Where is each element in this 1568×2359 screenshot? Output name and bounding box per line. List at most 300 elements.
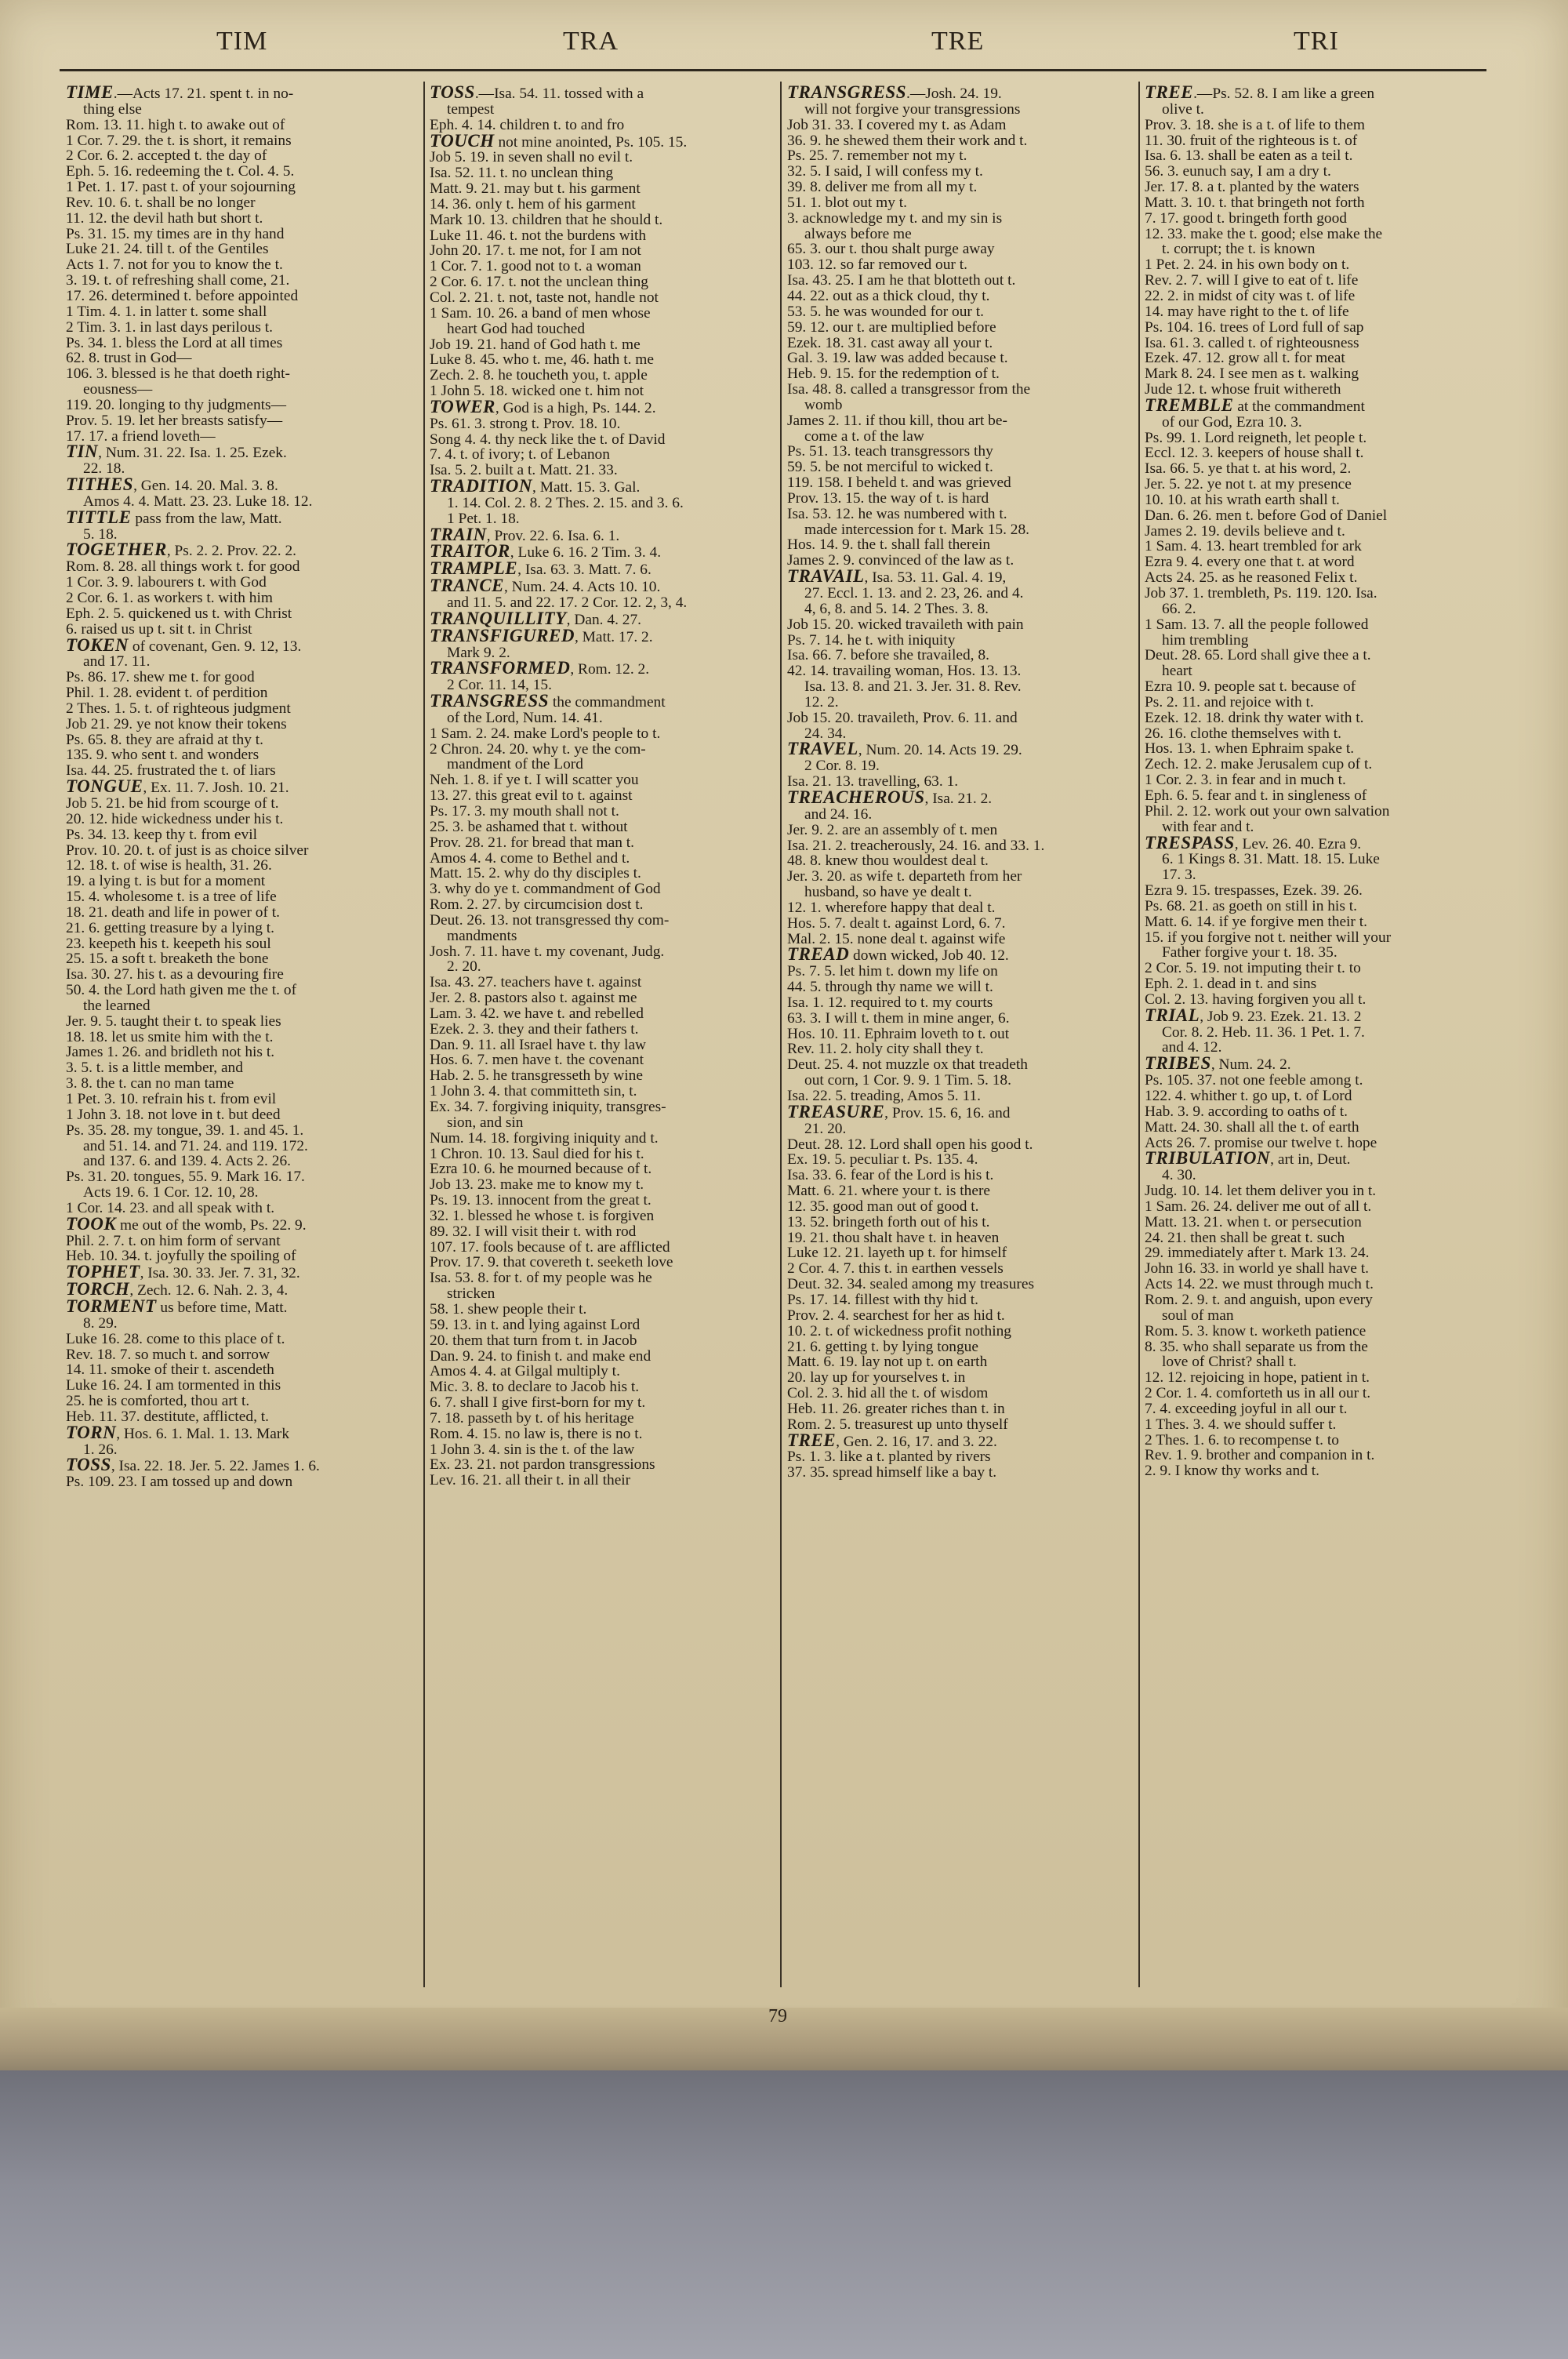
entry-line: 32. 1. blessed he whose t. is forgiven <box>430 1208 655 1224</box>
entry-line: Num. 14. 18. forgiving iniquity and t. <box>430 1130 659 1147</box>
entry-text: , Isa. 30. 33. Jer. 7. 31, 32. <box>140 1265 300 1282</box>
entry-line: Hos. 14. 9. the t. shall fall therein <box>787 537 991 554</box>
headword: TRAITOR <box>430 543 510 562</box>
entry-line: 50. 4. the Lord hath given me the t. of <box>66 983 297 998</box>
entry-line: Ezra 9. 15. trespasses, Ezek. 39. 26. <box>1145 883 1363 899</box>
entry-line: Acts 14. 22. we must through much t. <box>1145 1277 1374 1292</box>
entry-line: Ps. 34. 13. keep thy t. from evil <box>66 827 257 843</box>
entry-text: us before time, Matt. <box>156 1299 288 1316</box>
entry-line: Ps. 2. 11. and rejoice with t. <box>1145 694 1314 711</box>
entry-line: 8. 35. who shall separate us from the <box>1145 1339 1368 1355</box>
entry-line <box>787 790 1134 807</box>
entry-text: , Num. 31. 22. Isa. 1. 25. Ezek. <box>98 445 287 462</box>
entry-line: love of Christ? shall t. <box>1162 1354 1297 1371</box>
entry-line: 122. 4. whither t. go up, t. of Lord <box>1145 1089 1352 1104</box>
entry-line: 2 Tim. 3. 1. in last days perilous t. <box>66 319 273 336</box>
entry-line: 37. 35. spread himself like a bay t. <box>787 1465 997 1481</box>
entry-line <box>66 1299 419 1316</box>
entry-line: Ex. 19. 5. peculiar t. Ps. 135. 4. <box>787 1152 978 1169</box>
entry-line: James 2. 19. devils believe and t. <box>1145 523 1345 540</box>
entry-line: 59. 13. in t. and lying against Lord <box>430 1317 641 1333</box>
headword: TRADITION <box>430 478 533 496</box>
entry-text: .—Josh. 24. 19. <box>906 85 1002 102</box>
entry-line: Luke 21. 24. till t. of the Gentiles <box>66 242 269 258</box>
entry-line: 2 Chron. 24. 20. why t. ye the com- <box>430 741 646 758</box>
entry-line: 53. 5. he was wounded for our t. <box>787 304 984 320</box>
headword: TRANSGRESS <box>787 85 907 102</box>
entry-line: Acts 26. 7. promise our twelve t. hope <box>1145 1135 1377 1151</box>
entry-line: womb <box>804 397 843 413</box>
entry-text: , Isa. 22. 18. Jer. 5. 22. James 1. 6. <box>111 1458 320 1475</box>
entry-line: Col. 2. 3. hid all the t. of wisdom <box>787 1386 989 1401</box>
entry-line: out corn, 1 Cor. 9. 9. 1 Tim. 5. 18. <box>804 1073 1011 1089</box>
entry-text: , art in, Deut. <box>1270 1151 1351 1169</box>
entry-line: 106. 3. blessed is he that doeth right- <box>66 366 290 383</box>
entry-line: 65. 3. our t. thou shalt purge away <box>787 242 995 258</box>
entry-text: , Dan. 4. 27. <box>566 611 641 628</box>
entry-line: Matt. 9. 21. may but t. his garment <box>430 181 641 197</box>
entry-line: Isa. 53. 12. he was numbered with t. <box>787 506 1007 522</box>
entry-line: Rom. 2. 9. t. and anguish, upon every <box>1145 1292 1373 1308</box>
entry-line: Ezra 10. 9. people sat t. because of <box>1145 679 1356 695</box>
entry-line: 48. 8. knew thou wouldest deal t. <box>787 853 989 870</box>
entry-line: 7. 17. good t. bringeth forth good <box>1145 210 1347 227</box>
entry-line: come a t. of the law <box>804 428 924 445</box>
entry-line: Judg. 10. 14. let them deliver you in t. <box>1145 1183 1377 1199</box>
headword: TRAMPLE <box>430 561 518 579</box>
entry-line: Isa. 43. 27. teachers have t. against <box>430 975 642 991</box>
column-3 <box>787 85 1134 1998</box>
entry-line: Rom. 13. 11. high t. to awake out of <box>66 117 285 133</box>
entry-line: Hos. 13. 1. when Ephraim spake t. <box>1145 741 1355 758</box>
entry-line: Ps. 61. 3. strong t. Prov. 18. 10. <box>430 416 621 432</box>
entry-line: mandments <box>447 928 517 944</box>
entry-line: Jude 12. t. whose fruit withereth <box>1145 382 1341 398</box>
entry-line: Jer. 2. 8. pastors also t. against me <box>430 990 637 1006</box>
entry-line <box>430 543 776 561</box>
entry-line: 2 Cor. 4. 7. this t. in earthen vessels <box>787 1261 1004 1278</box>
entry-line <box>430 527 776 544</box>
entry-line: James 2. 9. convinced of the law as t. <box>787 553 1014 569</box>
entry-line: and 11. 5. and 22. 17. 2 Cor. 12. 2, 3, 4. <box>447 595 688 611</box>
entry-text: down wicked, Job 40. 12. <box>849 947 1009 965</box>
headword: TRAVAIL <box>787 569 865 586</box>
entry-line: 1 Cor. 2. 3. in fear and in much t. <box>1145 772 1346 788</box>
entry-line: Rev. 2. 7. will I give to eat of t. life <box>1145 273 1359 289</box>
entry-line: Heb. 11. 26. greater riches than t. in <box>787 1401 1005 1417</box>
entry-line: Jer. 9. 2. are an assembly of t. men <box>787 822 998 838</box>
entry-line: 1 John 3. 18. not love in t. but deed <box>66 1107 281 1123</box>
entry-line: 1 Pet. 1. 18. <box>447 511 520 527</box>
entry-line: Mark 9. 2. <box>447 645 510 661</box>
entry-line: 1 Cor. 7. 29. the t. is short, it remains <box>66 133 292 149</box>
entry-line: 15. if you forgive not t. neither will your <box>1145 929 1392 946</box>
headword: TREAD <box>787 947 850 965</box>
entry-line: Rev. 18. 7. so much t. and sorrow <box>66 1347 270 1363</box>
headword: TREASURE <box>787 1103 885 1121</box>
entry-line: 3. 5. t. is a little member, and <box>66 1060 243 1077</box>
entry-line: Ex. 34. 7. forgiving iniquity, transgres- <box>430 1100 666 1115</box>
entry-line: Isa. 33. 6. fear of the Lord is his t. <box>787 1168 994 1184</box>
entry-line <box>430 611 776 628</box>
entry-line: 10. 2. t. of wickedness profit nothing <box>787 1323 1011 1339</box>
entry-line: Amos 4. 4. at Gilgal multiply t. <box>430 1364 620 1380</box>
entry-line: Mal. 2. 15. none deal t. against wife <box>787 931 1006 947</box>
entry-text: , Gen. 14. 20. Mal. 3. 8. <box>133 478 278 494</box>
entry-line: Prov. 2. 4. searchest for her as hid t. <box>787 1307 1005 1324</box>
entry-line: 5. 18. <box>83 526 118 543</box>
headword: TRANSFIGURED <box>430 627 575 645</box>
entry-line: Neh. 1. 8. if ye t. I will scatter you <box>430 772 639 789</box>
entry-line <box>430 85 776 102</box>
column-divider <box>1138 82 1140 1987</box>
entry-line <box>66 542 419 559</box>
entry-line: Matt. 6. 19. lay not up t. on earth <box>787 1354 988 1371</box>
entry-line: Rev. 10. 6. t. shall be no longer <box>66 194 256 211</box>
entry-line: 12. 18. t. of wise is health, 31. 26. <box>66 858 272 874</box>
headword: TRESPASS <box>1145 834 1235 852</box>
entry-line: Isa. 21. 2. treacherously, 24. 16. and 33. 1. <box>787 838 1045 854</box>
entry-line: Song 4. 4. thy neck like the t. of David <box>430 431 666 448</box>
entry-line: 119. 20. longing to thy judgments— <box>66 397 286 413</box>
entry-line: 2 Thes. 1. 5. t. of righteous judgment <box>66 700 291 717</box>
running-head-left: TIM <box>216 27 268 56</box>
entry-line: Job 37. 1. trembleth, Ps. 119. 120. Isa. <box>1145 586 1377 602</box>
entry-line <box>430 578 776 595</box>
entry-line: Job 21. 29. ye not know their tokens <box>66 716 287 732</box>
entry-line: 2 Cor. 6. 2. accepted t. the day of <box>66 148 267 165</box>
headword: TRAIN <box>430 526 487 544</box>
entry-line: Ps. 7. 5. let him t. down my life on <box>787 964 998 980</box>
entry-line: Eph. 4. 14. children t. to and fro <box>430 117 625 133</box>
entry-line: 36. 9. he shewed them their work and t. <box>787 133 1028 149</box>
entry-line: 1 Pet. 1. 17. past t. of your sojourning <box>66 180 296 195</box>
entry-line: Isa. 66. 5. ye that t. at his word, 2. <box>1145 461 1352 478</box>
entry-text: the commandment <box>549 694 666 711</box>
entry-line: James 1. 26. and bridleth not his t. <box>66 1045 275 1061</box>
headword: TOWER <box>430 398 495 416</box>
entry-line: 62. 8. trust in God— <box>66 351 192 367</box>
entry-line: Dan. 9. 24. to finish t. and make end <box>430 1348 652 1365</box>
headword: TREE <box>787 1432 837 1450</box>
headword: TRIBES <box>1145 1056 1211 1074</box>
entry-line: Ps. 25. 7. remember not my t. <box>787 148 967 165</box>
entry-line: 2 Cor. 6. 17. t. not the unclean thing <box>430 274 648 290</box>
headword: TOGETHER <box>66 542 167 560</box>
entry-line: 1 Chron. 10. 13. Saul died for his t. <box>430 1146 644 1162</box>
entry-line: 10. 10. at his wrath earth shall t. <box>1145 492 1340 508</box>
entry-line <box>787 741 1134 758</box>
headword: TORCH <box>66 1281 130 1299</box>
entry-line <box>430 399 776 416</box>
entry-line: Rom. 8. 28. all things work t. for good <box>66 559 300 576</box>
entry-line: him trembling <box>1162 632 1249 649</box>
entry-line: 1 Pet. 3. 10. refrain his t. from evil <box>66 1092 277 1107</box>
entry-line: 11. 30. fruit of the righteous is t. of <box>1145 133 1358 149</box>
headword: TRAVEL <box>787 741 858 759</box>
entry-line: Matt. 6. 14. if ye forgive men their t. <box>1145 914 1367 930</box>
entry-text: .—Isa. 54. 11. tossed with a <box>474 85 644 102</box>
entry-line: Isa. 21. 13. travelling, 63. 1. <box>787 774 959 790</box>
entry-text: not mine anointed, Ps. 105. 15. <box>494 133 688 151</box>
entry-line: Ezek. 47. 12. grow all t. for meat <box>1145 351 1345 367</box>
entry-line: Luke 8. 45. who t. me, 46. hath t. me <box>430 352 654 369</box>
headword: TREMBLE <box>1145 397 1234 415</box>
entry-line <box>66 1457 419 1474</box>
entry-line <box>430 133 776 151</box>
entry-line: Heb. 9. 15. for the redemption of t. <box>787 366 1000 383</box>
entry-line: Job 5. 21. be hid from scourge of t. <box>66 795 279 812</box>
entry-line: Ezra 9. 4. every one that t. at word <box>1145 554 1355 571</box>
entry-line <box>66 779 419 796</box>
entry-line: Jer. 3. 20. as wife t. departeth from her <box>787 869 1022 885</box>
entry-line: Zech. 2. 8. he toucheth you, t. apple <box>430 368 648 384</box>
headword: TRIBULATION <box>1145 1150 1271 1169</box>
entry-line: 119. 158. I beheld t. and was grieved <box>787 475 1011 491</box>
entry-line: 1 Thes. 3. 4. we should suffer t. <box>1145 1416 1337 1433</box>
column-1 <box>66 85 419 1998</box>
entry-line: 1 Sam. 26. 24. deliver me out of all t. <box>1145 1198 1372 1215</box>
table-surface <box>0 2070 1568 2359</box>
entry-line: 21. 20. <box>804 1121 847 1137</box>
entry-line <box>430 628 776 645</box>
entry-line: Isa. 53. 8. for t. of my people was he <box>430 1270 652 1287</box>
entry-line <box>66 1281 419 1299</box>
entry-line: Isa. 30. 27. his t. as a devouring fire <box>66 967 284 983</box>
entry-line: 58. 1. shew people their t. <box>430 1301 587 1318</box>
entry-text: , Num. 24. 4. Acts 10. 10. <box>504 579 661 595</box>
entry-line: Ezek. 2. 3. they and their fathers t. <box>430 1021 639 1038</box>
entry-line: Isa. 61. 3. called t. of righteousness <box>1145 335 1359 351</box>
entry-line: 1 Cor. 7. 1. good not to t. a woman <box>430 259 641 275</box>
entry-line: 4. 30. <box>1162 1168 1196 1184</box>
entry-text: , Ps. 2. 2. Prov. 22. 2. <box>166 543 297 560</box>
entry-line: 7. 4. exceeding joyful in all our t. <box>1145 1401 1348 1417</box>
entry-line: Deut. 25. 4. not muzzle ox that treadeth <box>787 1057 1028 1074</box>
entry-line: 21. 6. getting treasure by a lying t. <box>66 920 275 936</box>
entry-line <box>787 1433 1134 1450</box>
entry-line: 18. 18. let us smite him with the t. <box>66 1029 274 1045</box>
entry-line: Mark 8. 24. I see men as t. walking <box>1145 366 1359 383</box>
entry-line <box>430 693 776 711</box>
entry-line: Ezek. 12. 18. drink thy water with t. <box>1145 710 1364 726</box>
entry-line: Matt. 6. 21. where your t. is there <box>787 1183 991 1199</box>
headword: TREE <box>1145 85 1194 102</box>
entry-line: Heb. 10. 34. t. joyfully the spoiling of <box>66 1249 296 1265</box>
entry-line: 1 Sam. 10. 26. a band of men whose <box>430 305 651 322</box>
entry-line <box>1145 85 1491 102</box>
entry-line: Col. 2. 13. having forgiven you all t. <box>1145 991 1367 1008</box>
entry-text: , Ex. 11. 7. Josh. 10. 21. <box>143 780 289 796</box>
entry-line <box>66 1264 419 1281</box>
entry-line: 39. 8. deliver me from all my t. <box>787 180 978 195</box>
entry-text: , Prov. 15. 6, 16. and <box>884 1104 1011 1121</box>
entry-line: 25. he is comforted, thou art t. <box>66 1394 250 1409</box>
entry-line: 24. 21. then shall be great t. such <box>1145 1230 1345 1246</box>
entry-line: 21. 6. getting t. by lying tongue <box>787 1339 978 1355</box>
entry-line: 23. keepeth his t. keepeth his soul <box>66 936 271 952</box>
entry-line <box>1145 835 1491 852</box>
entry-line: Heb. 11. 37. destitute, afflicted, t. <box>66 1408 270 1425</box>
entry-line: 19. 21. thou shalt have t. in heaven <box>787 1230 1000 1246</box>
entry-line: 51. 1. blot out my t. <box>787 194 907 211</box>
entry-line: Deut. 32. 34. sealed among my treasures <box>787 1277 1035 1292</box>
entry-text: .—Acts 17. 21. spent t. in no- <box>113 85 294 102</box>
entry-line: John 16. 33. in world ye shall have t. <box>1145 1261 1369 1278</box>
running-head-mid-left: TRA <box>563 27 619 56</box>
entry-line: Rev. 1. 9. brother and companion in t. <box>1145 1448 1375 1464</box>
entry-line: 3. 19. t. of refreshing shall come, 21. <box>66 273 290 289</box>
entry-line: Ps. 99. 1. Lord reigneth, let people t. <box>1145 430 1367 446</box>
entry-line: Ps. 105. 37. not one feeble among t. <box>1145 1073 1363 1089</box>
entry-line: 20. 12. hide wickedness under his t. <box>66 811 284 827</box>
entry-line: soul of man <box>1162 1307 1234 1324</box>
entry-line: Jer. 5. 22. ye not t. at my presence <box>1145 477 1352 493</box>
headword: TRANSFORMED <box>430 660 571 678</box>
entry-line <box>430 660 776 678</box>
entry-line: 32. 5. I said, I will confess my t. <box>787 164 983 180</box>
entry-line: 25. 15. a soft t. breaketh the bone <box>66 951 269 968</box>
entry-text: , Prov. 22. 6. Isa. 6. 1. <box>486 527 620 544</box>
headword: TREACHEROUS <box>787 789 925 807</box>
entry-line: Prov. 3. 18. she is a t. of life to them <box>1145 117 1365 133</box>
headword: TORMENT <box>66 1298 157 1316</box>
entry-line: always before me <box>804 226 912 242</box>
entry-line: Matt. 3. 10. t. that bringeth not forth <box>1145 194 1365 211</box>
entry-line: 17. 3. <box>1162 867 1196 884</box>
entry-line: Luke 16. 24. I am tormented in this <box>66 1378 281 1394</box>
entry-line: 29. immediately after t. Mark 13. 24. <box>1145 1245 1370 1262</box>
entry-line <box>66 1216 419 1234</box>
entry-line: 13. 27. this great evil to t. against <box>430 788 633 804</box>
entry-line: Prov. 17. 9. that covereth t. seeketh love <box>430 1255 673 1271</box>
entry-line: 1 Tim. 4. 1. in latter t. some shall <box>66 304 267 320</box>
entry-line: James 2. 11. if thou kill, thou art be- <box>787 413 1007 429</box>
entry-text: , Gen. 2. 16, 17. and 3. 22. <box>836 1433 997 1450</box>
entry-line: Eph. 2. 1. dead in t. and sins <box>1145 976 1317 992</box>
entry-line: Isa. 22. 5. treading, Amos 5. 11. <box>787 1089 982 1104</box>
entry-line: Rom. 2. 27. by circumcision dost t. <box>430 897 644 913</box>
headword: TITTLE <box>66 509 132 527</box>
entry-line: Ex. 23. 21. not pardon transgressions <box>430 1457 655 1474</box>
entry-line: Isa. 1. 12. required to t. my courts <box>787 994 993 1011</box>
entry-line: Isa. 43. 25. I am he that blotteth out t. <box>787 273 1016 289</box>
entry-line: of the Lord, Num. 14. 41. <box>447 710 603 726</box>
entry-text: at the commandment <box>1233 398 1365 415</box>
entry-line: Isa. 48. 8. called a transgressor from the <box>787 382 1031 398</box>
entry-line: Ps. 31. 20. tongues, 55. 9. Mark 16. 17. <box>66 1169 305 1186</box>
entry-line: stricken <box>447 1286 495 1302</box>
entry-line <box>66 85 419 102</box>
entry-line: Cor. 8. 2. Heb. 11. 36. 1 Pet. 1. 7. <box>1162 1024 1365 1041</box>
entry-line: t. corrupt; the t. is known <box>1162 242 1316 258</box>
entry-line: Luke 16. 28. come to this place of t. <box>66 1331 285 1347</box>
entry-line: 6. 1 Kings 8. 31. Matt. 18. 15. Luke <box>1162 852 1380 868</box>
entry-line: Matt. 13. 21. when t. or persecution <box>1145 1214 1362 1230</box>
entry-line: Phil. 2. 12. work out your own salvation <box>1145 803 1390 820</box>
entry-line: 17. 26. determined t. before appointed <box>66 288 299 304</box>
entry-line: 2. 20. <box>447 959 481 976</box>
entry-text: , Num. 24. 2. <box>1210 1056 1291 1074</box>
entry-line: Ps. 68. 21. as goeth on still in his t. <box>1145 898 1357 914</box>
entry-line: Luke 12. 21. layeth up t. for himself <box>787 1245 1007 1262</box>
entry-line: 12. 33. make the t. good; else make the <box>1145 226 1383 242</box>
entry-line: 2. 9. I know thy works and t. <box>1145 1463 1319 1480</box>
entry-line: Job 13. 23. make me to know my t. <box>430 1177 644 1194</box>
entry-line: and 51. 14. and 71. 24. and 119. 172. <box>83 1138 308 1154</box>
headword: TRANCE <box>430 578 505 595</box>
entry-line: 3. why do ye t. commandment of God <box>430 881 661 898</box>
entry-line: Isa. 44. 25. frustrated the t. of liars <box>66 763 276 780</box>
entry-text: of covenant, Gen. 9. 12, 13. <box>129 638 302 655</box>
headword: TITHES <box>66 477 134 494</box>
entry-line <box>1145 1150 1491 1168</box>
entry-line: 12. 12. rejoicing in hope, patient in t. <box>1145 1370 1370 1387</box>
entry-line: husband, so have ye dealt t. <box>804 885 972 900</box>
entry-line: 3. 8. the t. can no man tame <box>66 1076 234 1092</box>
entry-line: 15. 4. wholesome t. is a tree of life <box>66 889 277 905</box>
entry-text: , Zech. 12. 6. Nah. 2. 3, 4. <box>129 1282 289 1299</box>
entry-line: Josh. 7. 11. have t. my covenant, Judg. <box>430 943 665 960</box>
entry-text: , God is a high, Ps. 144. 2. <box>495 399 656 416</box>
entry-line: 17. 17. a friend loveth— <box>66 428 216 445</box>
entry-line: Job 15. 20. wicked travaileth with pain <box>787 616 1024 633</box>
entry-line: 11. 12. the devil hath but short t. <box>66 210 263 227</box>
entry-line: 1 Sam. 2. 24. make Lord's people to t. <box>430 725 661 742</box>
entry-line: 44. 22. out as a thick cloud, thy t. <box>787 288 990 304</box>
headword: TRANQUILLITY <box>430 610 567 628</box>
entry-line: 18. 21. death and life in power of t. <box>66 904 281 921</box>
entry-line <box>66 444 419 461</box>
entry-line: Prov. 13. 15. the way of t. is hard <box>787 490 989 507</box>
entry-line: Ps. 19. 13. innocent from the great t. <box>430 1193 652 1209</box>
entry-line: 19. a lying t. is but for a moment <box>66 874 266 890</box>
column-divider <box>423 82 425 1987</box>
entry-line: Rom. 2. 5. treasurest up unto thyself <box>787 1416 1008 1433</box>
entry-line: 22. 2. in midst of city was t. of life <box>1145 288 1356 304</box>
entry-line: 1 John 3. 4. that committeth sin, t. <box>430 1084 637 1100</box>
entry-line: Deut. 26. 13. not transgressed thy com- <box>430 912 670 929</box>
entry-line: Ps. 17. 14. fillest with thy hid t. <box>787 1292 979 1308</box>
entry-line: John 20. 17. t. me not, for I am not <box>430 243 641 260</box>
entry-line: Ps. 35. 28. my tongue, 39. 1. and 45. 1. <box>66 1122 304 1139</box>
entry-line: Isa. 66. 7. before she travailed, 8. <box>787 648 989 664</box>
entry-line <box>66 638 419 655</box>
entry-line <box>66 477 419 494</box>
entry-line: Hos. 6. 7. men have t. the covenant <box>430 1052 644 1069</box>
entry-line <box>430 478 776 496</box>
entry-line: 25. 3. be ashamed that t. without <box>430 819 628 835</box>
entry-line <box>787 85 1134 102</box>
entry-line: the learned <box>83 998 151 1014</box>
entry-text: pass from the law, Matt. <box>131 510 282 527</box>
entry-line: Isa. 5. 2. built a t. Matt. 21. 33. <box>430 463 618 479</box>
entry-line <box>787 947 1134 964</box>
entry-line: eousness— <box>83 382 153 398</box>
headword: TOPHET <box>66 1264 140 1282</box>
column-divider <box>780 82 782 1987</box>
entry-line: and 17. 11. <box>83 654 151 671</box>
headword: TONGUE <box>66 779 143 796</box>
entry-line: 89. 32. I will visit their t. with rod <box>430 1223 637 1240</box>
entry-line: 22. 18. <box>83 461 125 478</box>
entry-line: 1 Sam. 4. 13. heart trembled for ark <box>1145 539 1362 555</box>
entry-line: with fear and t. <box>1162 819 1254 835</box>
entry-text: , Lev. 26. 40. Ezra 9. <box>1234 835 1362 852</box>
entry-line: and 4. 12. <box>1162 1040 1222 1056</box>
entry-line: 1 Cor. 3. 9. labourers t. with God <box>66 575 267 591</box>
headword: TRIAL <box>1145 1007 1200 1025</box>
